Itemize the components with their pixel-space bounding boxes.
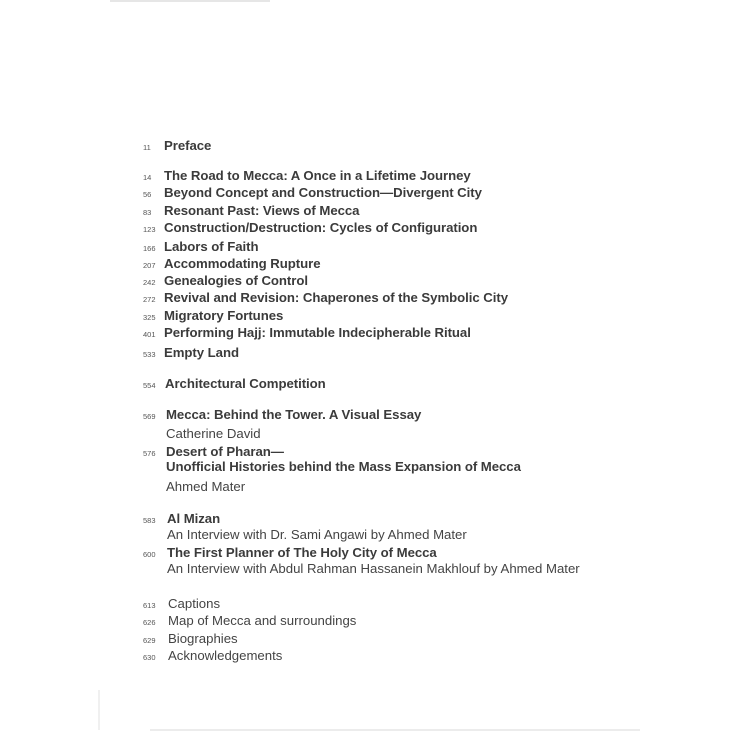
page-number: 583 (143, 516, 156, 525)
page-number: 569 (143, 412, 156, 421)
entry-title: Map of Mecca and surroundings (168, 613, 357, 628)
interview-subtitle: An Interview with Abdul Rahman Hassanein Makhlouf by Ahmed Mater (167, 561, 580, 576)
entry-title: Desert of Pharan— (166, 444, 284, 459)
page-number: 207 (143, 261, 156, 270)
page-number: 401 (143, 330, 156, 339)
page-number: 166 (143, 244, 156, 253)
page-number: 629 (143, 636, 156, 645)
page-number: 600 (143, 550, 156, 559)
author-name: Catherine David (166, 426, 261, 441)
entry-title: Revival and Revision: Chaperones of the Symbolic City (164, 290, 508, 305)
page-number: 630 (143, 653, 156, 662)
entry-title: Construction/Destruction: Cycles of Configuration (164, 220, 478, 235)
entry-title: Mecca: Behind the Tower. A Visual Essay (166, 407, 422, 422)
entry-title: Labors of Faith (164, 239, 259, 254)
entry-title: Resonant Past: Views of Mecca (164, 203, 360, 218)
page-number: 533 (143, 350, 156, 359)
page-number: 56 (143, 190, 152, 199)
page-number: 325 (143, 313, 156, 322)
page-number: 14 (143, 173, 152, 182)
author-name: Ahmed Mater (166, 479, 246, 494)
entry-title: Accommodating Rupture (164, 256, 321, 271)
entry-title: Biographies (168, 631, 238, 646)
entry-title: Acknowledgements (168, 648, 283, 663)
entry-title: The First Planner of The Holy City of Mecca (167, 545, 437, 560)
entry-title-line2: Unofficial Histories behind the Mass Expansion of Mecca (166, 459, 521, 474)
page-number: 11 (143, 143, 151, 152)
page-number: 576 (143, 449, 156, 458)
page-number: 123 (143, 225, 156, 234)
entry-title: Migratory Fortunes (164, 308, 284, 323)
page-number: 83 (143, 208, 152, 217)
entry-title: Genealogies of Control (164, 273, 308, 288)
page-number: 613 (143, 601, 156, 610)
page-number: 272 (143, 295, 156, 304)
entry-title: Captions (168, 596, 221, 611)
entry-title: Architectural Competition (165, 376, 326, 391)
interview-subtitle: An Interview with Dr. Sami Angawi by Ahmed Mater (167, 527, 467, 542)
scan-edge-top (110, 0, 270, 2)
entry-title: The Road to Mecca: A Once in a Lifetime Journey (164, 168, 471, 183)
entry-title: Beyond Concept and Construction—Divergent City (164, 185, 482, 200)
page-number: 626 (143, 618, 156, 627)
entry-title: Performing Hajj: Immutable Indecipherable Ritual (164, 325, 471, 340)
scan-edge-left (98, 690, 100, 730)
entry-title: Empty Land (164, 345, 239, 360)
page-number: 242 (143, 278, 156, 287)
scan-edge-bottom (150, 729, 640, 731)
page-number: 554 (143, 381, 156, 390)
entry-title: Preface (164, 138, 212, 153)
entry-title: Al Mizan (167, 511, 221, 526)
